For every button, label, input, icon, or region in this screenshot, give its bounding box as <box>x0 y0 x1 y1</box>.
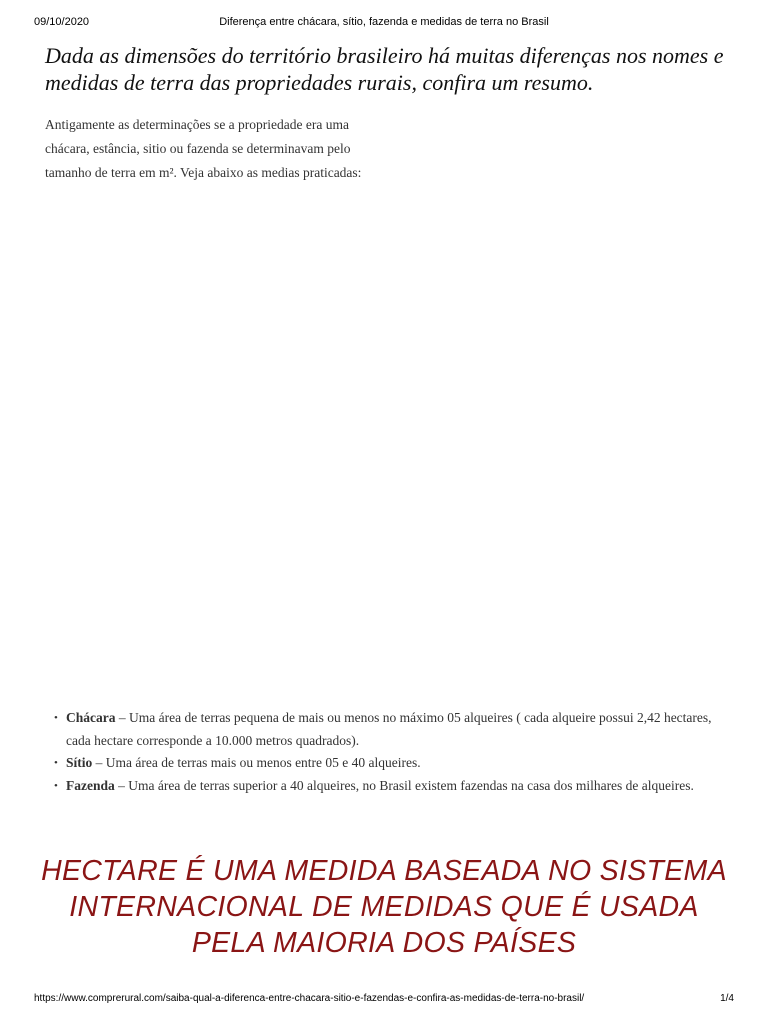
bullet-icon: • <box>54 779 58 792</box>
print-footer <box>0 993 768 1009</box>
list-item-sitio <box>54 752 736 775</box>
lead-paragraph: Dada as dimensões do território brasileiro há muitas diferenças nos nomes e medidas de terra das propriedades rurais, confira um resumo. <box>45 43 724 95</box>
list-item-text: – Uma área de terras superior a 40 alqueires, no Brasil existem fazendas na casa dos milhares de alqueires. <box>114 777 694 793</box>
list-item-term: Chácara <box>66 710 116 725</box>
bullet-icon: • <box>54 712 58 724</box>
list-item-text: – Uma área de terras mais ou menos entre 05 e 40 alqueires. <box>92 755 421 770</box>
bullet-icon: • <box>54 757 58 769</box>
list-item-text: – Uma área de terras pequena de mais ou menos no máximo 05 alqueires ( cada alqueire possui 2,42 hectares, cada hectare corresponde a 10.000 metros quadrados). <box>66 710 712 748</box>
source-url: https://www.comprerural.com/saiba-qual-a-diferenca-entre-chacara-sitio-e-fazendas-e-confira-as-medidas-de-terra-no-brasil/ <box>34 993 585 1004</box>
intro-paragraph: Antigamente as determinações se a propriedade era uma chácara, estância, sitio ou fazenda se determinavam pelo tamanho de terra em m². Veja abaixo as medias praticadas: <box>45 117 362 180</box>
property-types-list <box>54 707 736 797</box>
print-date: 09/10/2020 <box>34 16 90 28</box>
print-header <box>0 16 768 32</box>
list-item-term: Fazenda <box>66 777 115 793</box>
list-item-chacara <box>54 707 736 752</box>
list-item-term: Sítio <box>66 755 93 770</box>
list-item-fazenda <box>54 775 736 798</box>
section-headline: HECTARE É UMA MEDIDA BASEADA NO SISTEMA INTERNACIONAL DE MEDIDAS QUE É USADA PELA MAIORIA DOS PAÍSES <box>41 855 727 959</box>
print-title: Diferença entre chácara, sítio, fazenda e medidas de terra no Brasil <box>219 16 549 28</box>
page-number: 1/4 <box>720 993 734 1004</box>
